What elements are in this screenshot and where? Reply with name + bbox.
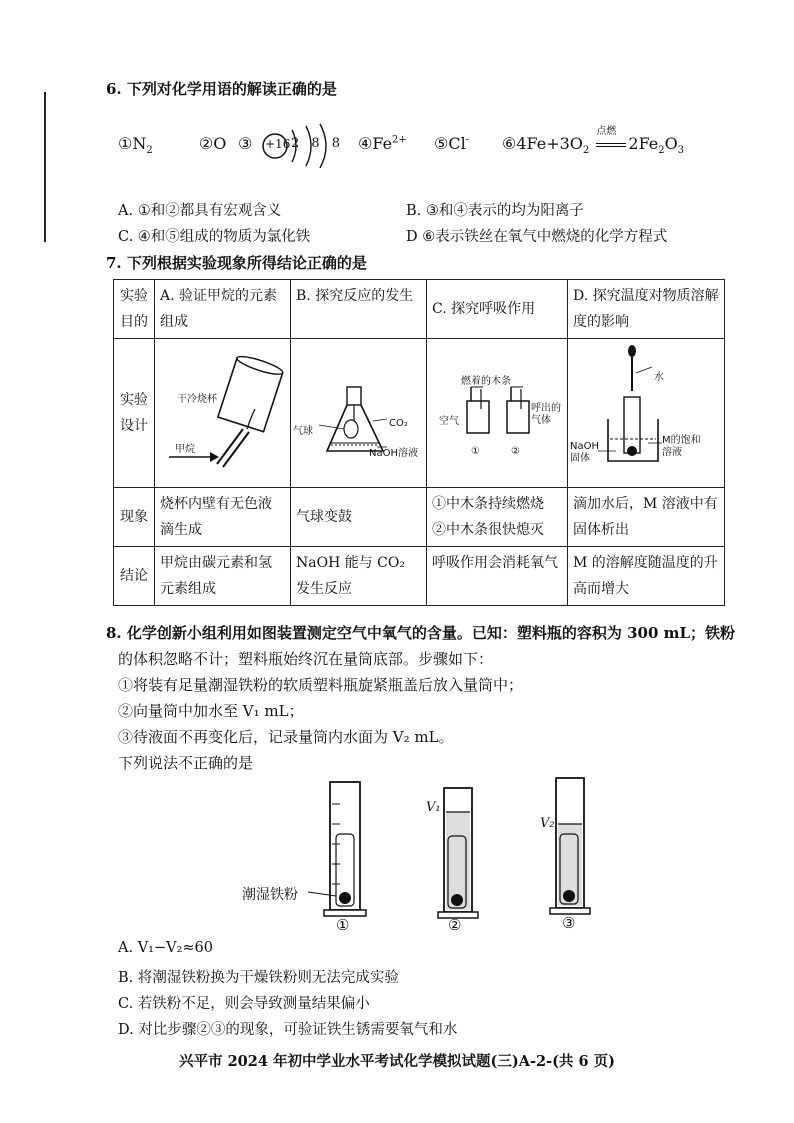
q6-option-d: D ⑥表示铁丝在氧气中燃烧的化学方程式 xyxy=(406,229,668,245)
q6-item1: $①N_2$ xyxy=(118,134,153,157)
q8-step1: ①将装有足量潮湿铁粉的软质塑料瓶旋紧瓶盖后放入量筒中； xyxy=(118,676,524,694)
conclusion-c: 呼吸作用会消耗氧气 xyxy=(427,547,568,606)
figure-c-respiration-bottles xyxy=(427,339,568,488)
label-exhaled-gas: 呼出的气体 xyxy=(531,403,561,426)
table-row-phenomenon xyxy=(114,488,725,547)
label-wet-iron-powder: 潮湿铁粉 xyxy=(242,887,298,903)
q8-option-a: A. V₁−V₂≈60 xyxy=(118,940,214,956)
purpose-c: C. 探究呼吸作用 xyxy=(427,280,568,339)
purpose-d: D. 探究温度对物质溶解度的影响 xyxy=(568,280,725,339)
q6-option-b: B. ③和④表示的均为阳离子 xyxy=(406,203,584,219)
purpose-b: B. 探究反应的发生 xyxy=(291,280,427,339)
q6-item6: $⑥4Fe+3O_2$ 点燃 $2Fe_2O_3$ xyxy=(502,134,684,156)
label-burning-stick: 燃着的木条 xyxy=(461,376,511,387)
table-row-conclusion xyxy=(114,547,725,606)
phenomenon-a: 烧杯内壁有无色液滴生成 xyxy=(155,488,291,547)
phenomenon-c: ①中木条持续燃烧 ②中木条很快熄灭 xyxy=(427,488,568,547)
phenomenon-d: 滴加水后，M 溶液中有固体析出 xyxy=(568,488,725,547)
q6-items xyxy=(118,134,226,156)
sulfur-ion-structure-diagram: ③ +16 2 8 8 xyxy=(238,122,358,168)
row-label-purpose: 实验目的 xyxy=(114,280,155,339)
purpose-a: A. 验证甲烷的元素组成 xyxy=(155,280,291,339)
q8-stem-line1: 8. 化学创新小组利用如图装置测定空气中氧气的含量。已知：塑料瓶的容积为 300 mL；铁粉 xyxy=(106,624,736,642)
q8-step3: ③待液面不再变化后，记录量筒内水面为 V₂ mL。 xyxy=(118,728,454,746)
table-row-purpose xyxy=(114,280,725,339)
q8-stem-line2: 的体积忽略不计；塑料瓶始终沉在量筒底部。步骤如下： xyxy=(118,650,494,668)
label-cylinder-2: ② xyxy=(448,916,462,934)
q6-item4: $④Fe^{2+}$ xyxy=(358,134,407,153)
nucleus-label: +16 xyxy=(265,137,291,151)
label-naoh-solution: NaOH溶液 xyxy=(369,448,418,459)
q7-stem: 7. 下列根据实验现象所得结论正确的是 xyxy=(106,254,367,272)
conclusion-a: 甲烷由碳元素和氢元素组成 xyxy=(155,547,291,606)
figure-b-co2-naoh-flask xyxy=(291,339,427,488)
q7-experiment-table xyxy=(113,279,725,606)
label-v2: V₂ xyxy=(540,816,555,831)
label-methane: 甲烷 xyxy=(175,444,195,455)
phenomenon-b: 气球变鼓 xyxy=(291,488,427,547)
q8-option-d: D. 对比步骤②③的现象，可验证铁生锈需要氧气和水 xyxy=(118,1022,458,1038)
q8-option-b: B. 将潮湿铁粉换为干燥铁粉则无法完成实验 xyxy=(118,970,399,986)
q6-item2: ②O xyxy=(198,134,227,153)
label-cylinder-3: ③ xyxy=(562,914,576,932)
figure-a-methane-burning xyxy=(155,339,291,488)
row-label-phenomenon: 现象 xyxy=(114,488,155,547)
margin-line xyxy=(44,92,46,242)
page-footer: 兴平市 2024 年初中学业水平考试化学模拟试题(三)A-2-(共 6 页) xyxy=(179,1053,615,1070)
label-water: 水 xyxy=(654,372,664,383)
table-row-design xyxy=(114,339,725,488)
label-air: 空气 xyxy=(439,416,459,427)
q8-ask: 下列说法不正确的是 xyxy=(118,754,254,772)
q6-stem: 6. 下列对化学用语的解读正确的是 xyxy=(106,80,337,98)
q6-option-a: A. ①和②都具有宏观含义 xyxy=(118,203,282,219)
label-cylinder-1: ① xyxy=(336,916,350,934)
q6-item5: ⑤Cl- xyxy=(434,134,470,153)
label-naoh-solid: NaOH固体 xyxy=(570,441,599,464)
label-v1: V₁ xyxy=(426,800,441,815)
row-label-design: 实验设计 xyxy=(114,339,155,488)
shell-electrons: 2 8 8 xyxy=(291,136,345,151)
row-label-conclusion: 结论 xyxy=(114,547,155,606)
q8-step2: ②向量筒中加水至 V₁ mL； xyxy=(118,702,304,720)
label-balloon: 气球 xyxy=(293,426,313,437)
conclusion-b: NaOH 能与 CO₂ 发生反应 xyxy=(291,547,427,606)
figure-d-dropper-beaker xyxy=(568,339,725,488)
q8-cylinders-figure xyxy=(240,774,620,934)
q6-option-c: C. ④和⑤组成的物质为氯化铁 xyxy=(118,229,311,245)
conclusion-d: M 的溶解度随温度的升高而增大 xyxy=(568,547,725,606)
label-m-saturated: M的饱和溶液 xyxy=(662,435,701,458)
label-bottle-1: ① xyxy=(471,446,480,457)
condition-ignite: 点燃 xyxy=(596,126,617,137)
label-bottle-2: ② xyxy=(511,446,520,457)
label-cold-beaker: 干冷烧杯 xyxy=(177,394,217,405)
q8-option-c: C. 若铁粉不足，则会导致测量结果偏小 xyxy=(118,996,370,1012)
label-co2: CO₂ xyxy=(389,418,408,429)
